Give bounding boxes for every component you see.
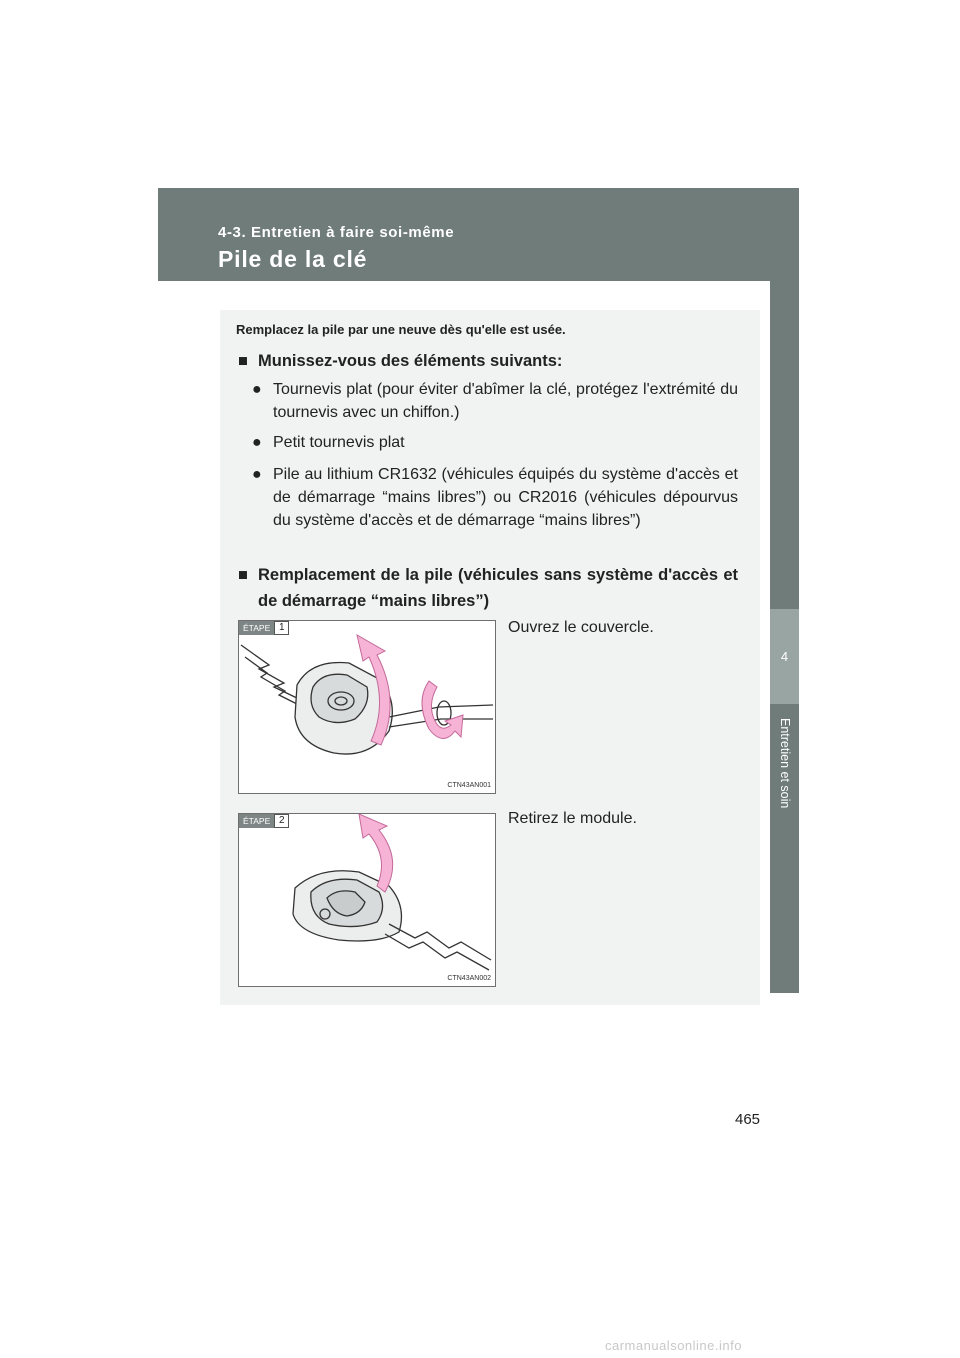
tools-heading: ■ Munissez-vous des éléments suivants: [238, 348, 738, 374]
bullet-dot-icon: ● [252, 466, 262, 483]
section-header [158, 188, 799, 281]
chapter-number-tab[interactable] [770, 609, 799, 704]
bullet-dot-icon: ● [252, 434, 262, 451]
content-box [220, 310, 760, 1005]
square-bullet-icon: ■ [238, 352, 248, 370]
step-badge: ÉTAPE 1 [239, 621, 289, 635]
list-item: ● Petit tournevis plat [252, 431, 738, 454]
chapter-number: 4 [780, 649, 789, 664]
square-bullet-icon: ■ [238, 566, 248, 584]
page-title: Pile de la clé [218, 246, 368, 272]
step-2-text: Retirez le module. [508, 810, 637, 827]
replacement-heading: ■ Remplacement de la pile (véhicules sans système d'accès et de démarrage “mains libres”) [238, 562, 738, 614]
figure-code: CTN43AN002 [447, 975, 491, 982]
chapter-title-tab [770, 718, 799, 958]
step-1-text: Ouvrez le couvercle. [508, 619, 654, 636]
section-label: 4-3. Entretien à faire soi-même [218, 224, 455, 241]
bullet-dot-icon: ● [252, 381, 262, 398]
step-2-figure [238, 813, 496, 987]
key-remove-module-illustration [239, 814, 495, 986]
chapter-title: Entretien et soin [777, 718, 792, 809]
list-item: ● Pile au lithium CR1632 (véhicules équipés du système d'accès et de démarrage “mains libres”) ou CR2016 (véhicules dépourvus du système d'accès et de démarrage “mains libres”) [252, 463, 738, 532]
step-1-figure [238, 620, 496, 794]
list-item: ● Tournevis plat (pour éviter d'abîmer la clé, protégez l'extrémité du tournevis avec un chiffon.) [252, 378, 738, 424]
key-open-cover-illustration [239, 621, 495, 793]
watermark[interactable]: carmanualsonline.info [605, 1338, 742, 1353]
step-badge: ÉTAPE 2 [239, 814, 289, 828]
figure-code: CTN43AN001 [447, 782, 491, 789]
intro-text: Remplacez la pile par une neuve dès qu'elle est usée. [236, 322, 566, 337]
page-number: 465 [735, 1111, 761, 1128]
